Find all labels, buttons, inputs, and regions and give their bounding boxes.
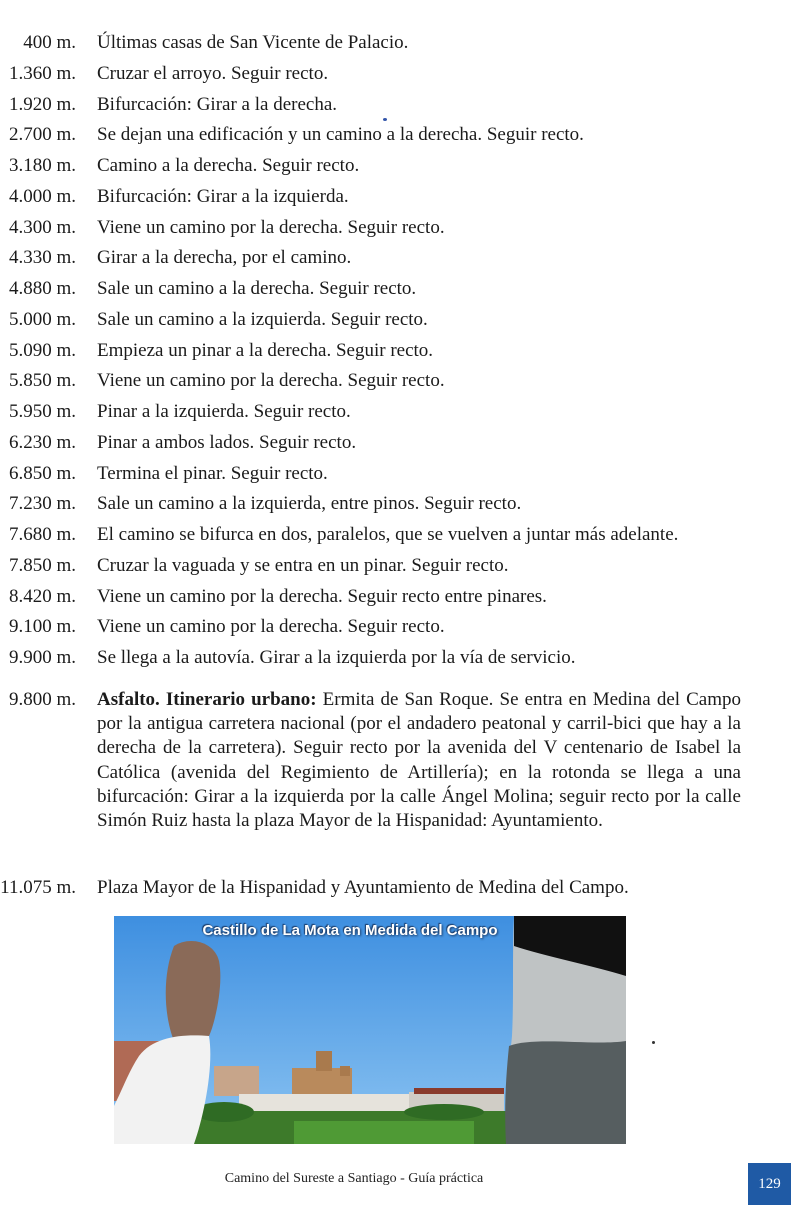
route-description xyxy=(97,688,741,833)
route-distance: 5.000 m. xyxy=(8,308,76,330)
route-description: Viene un camino por la derecha. Seguir recto. xyxy=(97,370,445,392)
route-distance: 1.360 m. xyxy=(8,62,76,84)
route-description: El camino se bifurca en dos, paralelos, que se vuelven a juntar más adelante. xyxy=(97,524,679,545)
route-description: Camino a la derecha. Seguir recto. xyxy=(97,155,360,176)
route-distance: 6.850 m. xyxy=(8,462,76,484)
route-description: Pinar a la izquierda. Seguir recto. xyxy=(97,401,351,422)
route-distance: 9.800 m. xyxy=(8,689,76,710)
stray-mark xyxy=(652,1041,655,1044)
route-description: Se dejan una edificación y un camino a la derecha. Seguir recto. xyxy=(97,124,584,146)
route-distance: 7.850 m. xyxy=(8,554,76,576)
route-distance: 1.920 m. xyxy=(8,93,76,115)
route-description: Termina el pinar. Seguir recto. xyxy=(97,462,328,484)
route-description: Sale un camino a la izquierda. Seguir recto. xyxy=(97,308,428,330)
route-description: Cruzar la vaguada y se entra en un pinar. Seguir recto. xyxy=(97,554,509,576)
route-bold-label: Asfalto. Itinerario urbano: xyxy=(97,689,317,710)
page-number: 129 xyxy=(748,1163,791,1205)
route-description: Bifurcación: Girar a la derecha. xyxy=(97,93,338,115)
route-distance: 9.100 m. xyxy=(8,616,76,638)
footer-title: Camino del Sureste a Santiago - Guía práctica xyxy=(224,1171,484,1186)
route-description: Viene un camino por la derecha. Seguir recto. xyxy=(97,616,445,638)
route-description: Viene un camino por la derecha. Seguir recto entre pinares. xyxy=(97,585,547,607)
route-description: Pinar a ambos lados. Seguir recto. xyxy=(97,431,357,453)
route-distance: 11.075 m. xyxy=(0,877,76,898)
route-distance: 7.230 m. xyxy=(8,493,76,515)
route-distance: 4.880 m. xyxy=(8,278,76,299)
route-description: Plaza Mayor de la Hispanidad y Ayuntamiento de Medina del Campo. xyxy=(97,877,629,898)
route-description: Viene un camino por la derecha. Seguir recto. xyxy=(97,216,445,238)
route-distance: 9.900 m. xyxy=(8,647,76,668)
route-distance: 2.700 m. xyxy=(8,124,76,146)
route-detail: Ermita de San Roque. Se entra en Medina del Campo por la antigua carretera nacional (por el andadero peatonal y carril-bici que hay a la derecha de la carretera). Seguir recto por la avenida del V centenario de Isabel la Católica (avenida del Regimiento de Artillería); en la rotonda se llega a una bifurcación: Girar a la izquierda por la calle Ángel Molina; seguir recto por la calle Simón Ruiz hasta la plaza Mayor de la Hispanidad: Ayuntamiento. xyxy=(97,689,741,832)
route-distance: 5.090 m. xyxy=(8,339,76,361)
route-description: Últimas casas de San Vicente de Palacio. xyxy=(97,32,409,53)
route-distance: 6.230 m. xyxy=(8,431,76,453)
route-description: Sale un camino a la izquierda, entre pinos. Seguir recto. xyxy=(97,493,522,515)
route-distance: 5.850 m. xyxy=(8,370,76,392)
route-distance: 3.180 m. xyxy=(8,155,76,176)
route-description: Sale un camino a la derecha. Seguir recto. xyxy=(97,278,417,299)
route-description: Empieza un pinar a la derecha. Seguir recto. xyxy=(97,339,434,361)
photo-caption: Castillo de La Mota en Medida del Campo xyxy=(202,922,498,939)
castle-photo xyxy=(114,916,626,1144)
route-distance: 5.950 m. xyxy=(8,401,76,422)
route-distance: 4.000 m. xyxy=(8,185,76,207)
route-description: Bifurcación: Girar a la izquierda. xyxy=(97,185,349,207)
route-distance: 7.680 m. xyxy=(8,524,76,545)
ink-mark xyxy=(383,118,387,121)
route-distance: 400 m. xyxy=(23,32,76,53)
route-distance: 4.300 m. xyxy=(8,216,76,238)
route-distance: 4.330 m. xyxy=(8,247,76,269)
route-description: Se llega a la autovía. Girar a la izquierda por la vía de servicio. xyxy=(97,647,576,668)
route-distance: 8.420 m. xyxy=(8,585,76,607)
route-description: Cruzar el arroyo. Seguir recto. xyxy=(97,62,329,84)
route-description: Girar a la derecha, por el camino. xyxy=(97,247,352,269)
